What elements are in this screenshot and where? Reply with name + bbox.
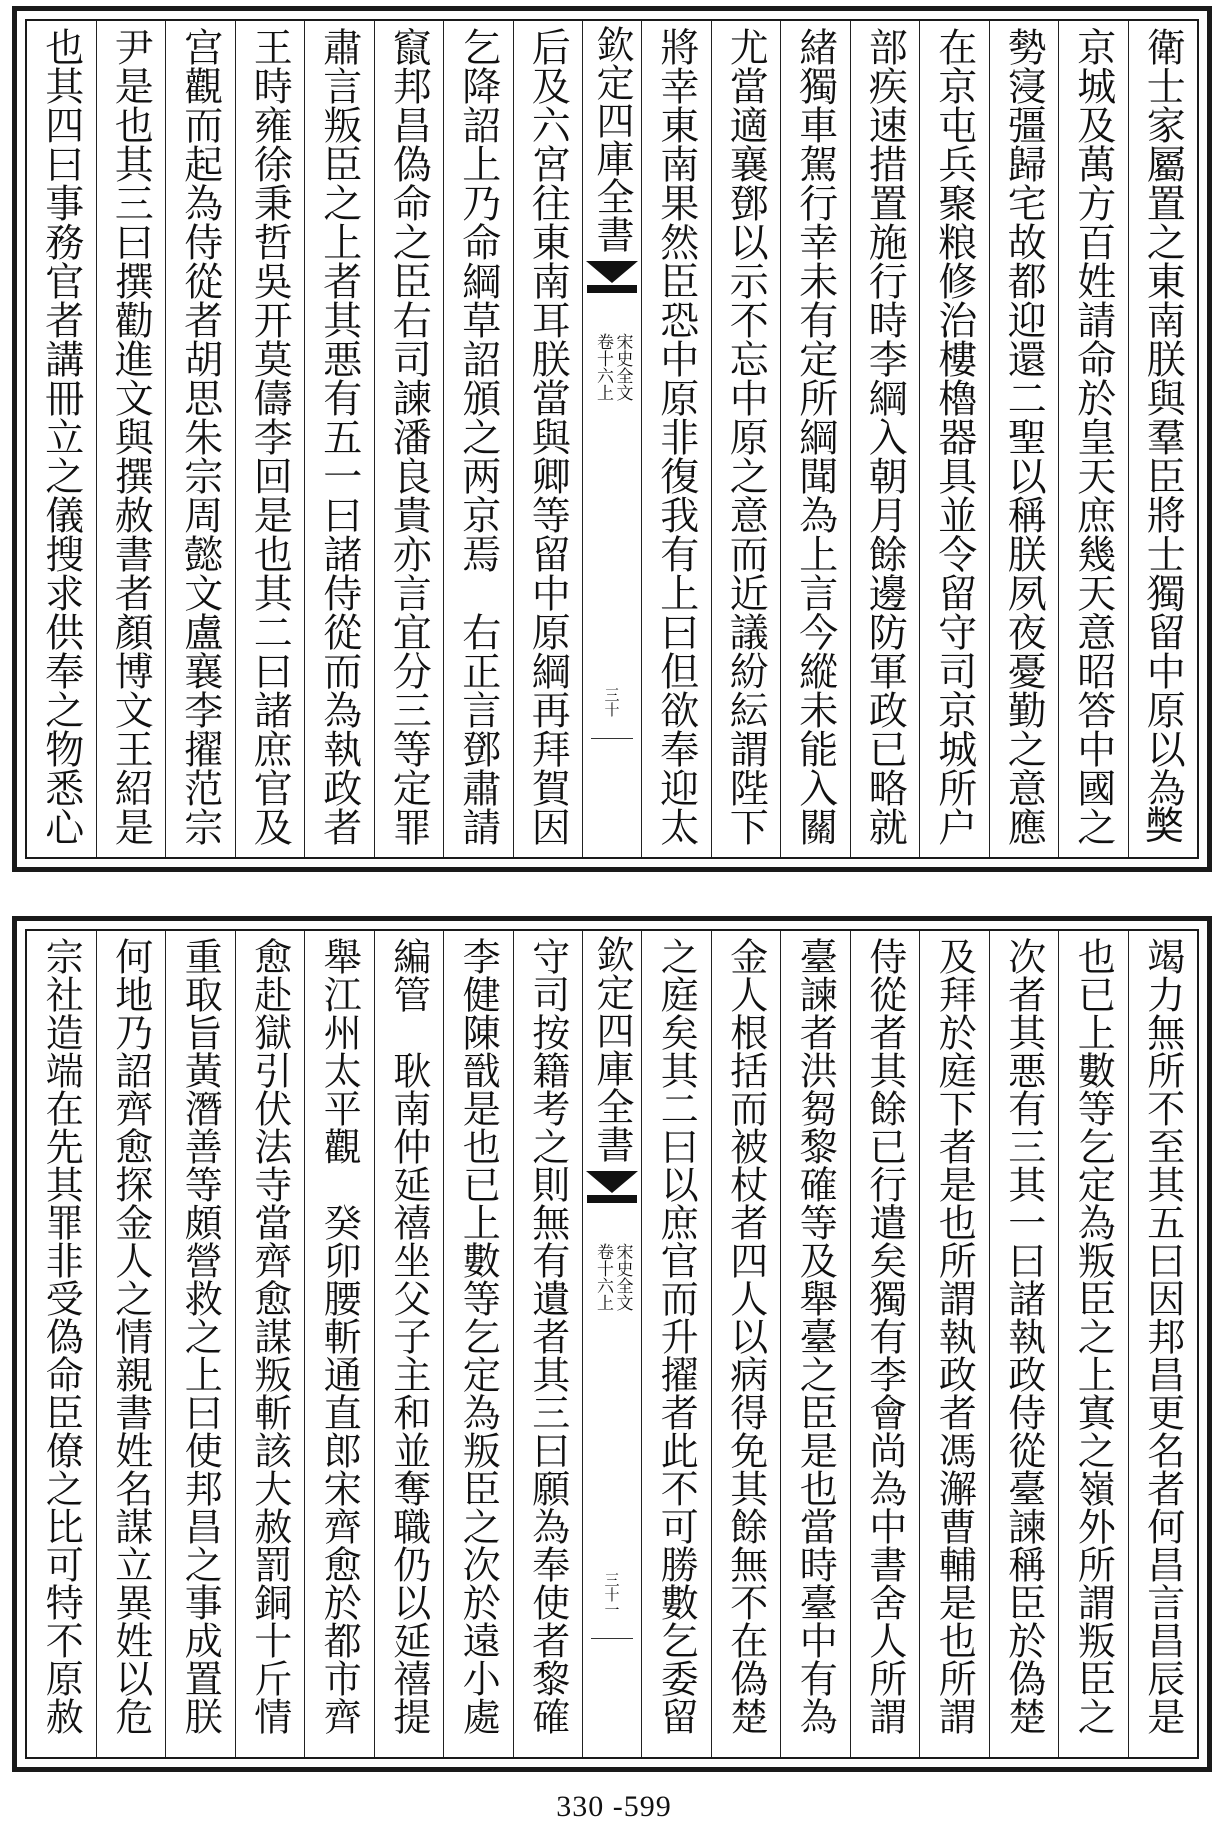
text-column: 竭力無所不至其五曰因邦昌更名者何昌言昌辰是 — [1128, 931, 1198, 1757]
page-code: 330 -599 — [556, 1790, 672, 1823]
page-number-rule — [591, 738, 633, 739]
bottom-page — [12, 916, 1212, 1772]
text-column: 重取旨黃潛善等頗營救之上曰使邦昌之事成置朕 — [165, 931, 235, 1757]
text-column: 及拜於庭下者是也所謂執政者馮澥曹輔是也所謂 — [919, 931, 989, 1757]
top-page — [12, 6, 1212, 872]
volume-text: 卷十六上 — [593, 1243, 613, 1311]
fish-tail-band-icon — [587, 1195, 637, 1203]
text-column: 侍從者其餘已行遣矣獨有李會尚為中書舍人所謂 — [850, 931, 920, 1757]
book-title: 欽定四庫全書 — [590, 935, 634, 1163]
volume-text: 卷十六上 — [593, 333, 613, 401]
text-column: 乞降詔上乃命綱草詔頒之两京焉 右正言鄧肅請 — [443, 21, 513, 857]
page-number: 三十一 — [602, 1572, 621, 1617]
book-subtitle — [592, 333, 631, 483]
text-column: 衛士家屬置之東南朕與羣臣將士獨留中原以為𡚁 — [1128, 21, 1198, 857]
text-column: 緒獨車駕行幸未有定所綱聞為上言今縱未能入關 — [780, 21, 850, 857]
book-subtitle — [592, 1243, 631, 1393]
fish-tail-mark-icon — [586, 261, 638, 283]
text-column: 臺諫者洪芻黎確等及舉臺之臣是也當時臺中有為 — [780, 931, 850, 1757]
subtitle-text: 宋史全文 — [612, 333, 633, 401]
fish-tail-mark-icon — [586, 1171, 638, 1193]
text-column: 竄邦昌偽命之臣右司諫潘良貴亦言宜分三等定罪 — [374, 21, 444, 857]
text-column: 在京屯兵聚粮修治樓櫓器具並令留守司京城所户 — [919, 21, 989, 857]
text-column: 勢寖彊歸宅故都迎還二聖以稱朕夙夜憂勤之意應 — [989, 21, 1059, 857]
text-column: 京城及萬方百姓請命於皇天庶幾天意昭答中國之 — [1058, 21, 1128, 857]
text-column: 后及六宮往東南耳朕當與卿等留中原綱再拜賀因 — [513, 21, 583, 857]
text-column: 金人根括而被杖者四人以病得免其餘無不在偽楚 — [711, 931, 781, 1757]
text-column: 何地乃詔齊愈探金人之情親書姓名謀立異姓以危 — [96, 931, 166, 1757]
text-column: 也其四曰事務官者講冊立之儀搜求供奉之物悉心 — [38, 27, 84, 846]
text-column: 尤當適襄鄧以示不忘中原之意而近議紛紜謂陛下 — [711, 21, 781, 857]
text-column: 守司按籍考之則無有遺者其三曰願為奉使者黎確 — [513, 931, 583, 1757]
subtitle-text: 宋史全文 — [612, 1243, 633, 1311]
text-column: 將幸東南果然臣恐中原非復我有上曰但欲奉迎太 — [641, 21, 711, 857]
text-column: 部疾速措置施行時李綱入朝月餘邊防軍政已略就 — [850, 21, 920, 857]
bottom-page-frame — [25, 929, 1199, 1759]
page-number: 三十 — [602, 687, 621, 717]
text-column: 王時雍徐秉哲吳开莫儔李回是也其二曰諸庶官及 — [235, 21, 305, 857]
text-column: 宗社造端在先其罪非受偽命臣僚之比可特不原赦 — [39, 937, 84, 1735]
top-page-frame — [25, 19, 1199, 859]
fish-tail-band-icon — [587, 285, 637, 293]
text-column: 肅言叛臣之上者其悪有五一曰諸侍從而為執政者 — [304, 21, 374, 857]
text-column: 愈赴獄引伏法寺當齊愈謀叛斬該大赦罰銅十斤情 — [235, 931, 305, 1757]
text-column: 也已上數等乞定為叛臣之上寘之嶺外所謂叛臣之 — [1058, 931, 1128, 1757]
text-column: 次者其悪有三其一曰諸執政侍從臺諫稱臣於偽楚 — [989, 931, 1059, 1757]
text-column: 宫觀而起為侍從者胡思朱宗周懿文盧襄李擢范宗 — [165, 21, 235, 857]
book-title: 欽定四庫全書 — [590, 25, 634, 253]
center-fold — [582, 931, 641, 1757]
text-column: 尹是也其三曰撰勸進文與撰赦書者顏博文王紹是 — [96, 21, 166, 857]
text-column: 李健陳戩是也已上數等乞定為叛臣之次於遠小處 — [443, 931, 513, 1757]
text-column: 舉江州太平觀 癸卯腰斬通直郎宋齊愈於都市齊 — [304, 931, 374, 1757]
text-column: 編管 耿南仲延禧坐父子主和並奪職仍以延禧提 — [374, 931, 444, 1757]
page-number-rule — [591, 1638, 633, 1639]
center-fold — [582, 21, 641, 857]
text-column: 之庭矣其二曰以庶官而升擢者此不可勝數乞委留 — [641, 931, 711, 1757]
